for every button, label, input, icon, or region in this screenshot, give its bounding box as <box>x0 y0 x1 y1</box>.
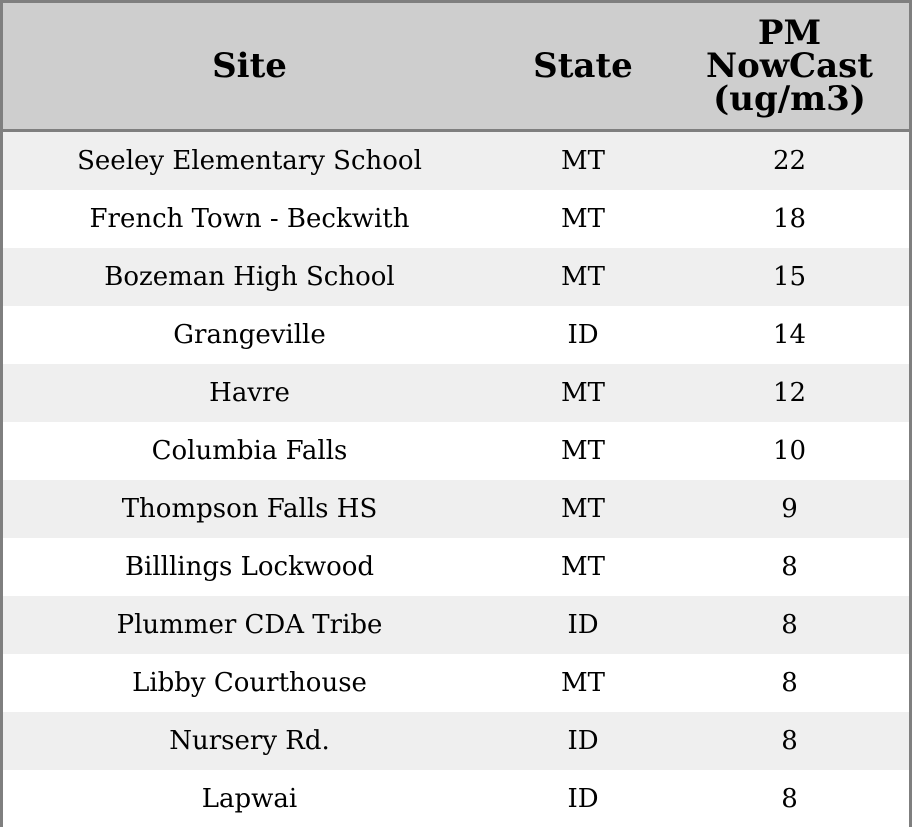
cell-pm-value: 10 <box>772 436 807 466</box>
table-row <box>3 480 909 538</box>
cell-site: Libby Courthouse <box>132 668 367 698</box>
table-body <box>3 132 909 828</box>
cell-pm-value: 8 <box>781 726 798 756</box>
header-site[interactable]: Site <box>212 45 287 86</box>
table-row <box>3 248 909 306</box>
cell-state: ID <box>567 784 599 814</box>
cell-pm-value: 22 <box>772 146 807 176</box>
cell-site: French Town - Beckwith <box>89 204 410 234</box>
cell-site: Billlings Lockwood <box>124 552 375 582</box>
cell-state: MT <box>561 668 605 698</box>
table-row <box>3 596 909 654</box>
cell-pm-value: 18 <box>772 204 807 234</box>
cell-pm-value: 8 <box>781 610 798 640</box>
cell-pm-value: 8 <box>781 784 798 814</box>
table-row <box>3 770 909 828</box>
cell-state: MT <box>561 146 605 176</box>
cell-site: Bozeman High School <box>104 262 395 292</box>
table-row <box>3 364 909 422</box>
table-row <box>3 538 909 596</box>
cell-site: Columbia Falls <box>151 436 348 466</box>
header-pm-nowcast[interactable]: PM NowCast (ug/m3) <box>706 12 873 119</box>
cell-state: ID <box>567 610 599 640</box>
cell-site: Seeley Elementary School <box>77 146 422 176</box>
table-row <box>3 654 909 712</box>
cell-site: Nursery Rd. <box>169 726 330 756</box>
cell-pm-value: 9 <box>781 494 798 524</box>
cell-state: ID <box>567 320 599 350</box>
cell-state: MT <box>561 262 605 292</box>
cell-site: Lapwai <box>201 784 298 814</box>
cell-pm-value: 12 <box>772 378 807 408</box>
cell-site: Plummer CDA Tribe <box>116 610 383 640</box>
cell-pm-value: 14 <box>772 320 807 350</box>
table-row <box>3 132 909 190</box>
table-row <box>3 306 909 364</box>
cell-site: Thompson Falls HS <box>121 494 378 524</box>
cell-state: MT <box>561 378 605 408</box>
cell-site: Grangeville <box>173 320 326 350</box>
cell-site: Havre <box>209 378 290 408</box>
cell-pm-value: 8 <box>781 668 798 698</box>
table-row <box>3 190 909 248</box>
cell-state: MT <box>561 436 605 466</box>
cell-state: ID <box>567 726 599 756</box>
cell-pm-value: 15 <box>772 262 807 292</box>
header-state[interactable]: State <box>533 45 633 86</box>
cell-pm-value: 8 <box>781 552 798 582</box>
cell-state: MT <box>561 494 605 524</box>
table-header-row <box>3 3 909 132</box>
table-row <box>3 422 909 480</box>
cell-state: MT <box>561 204 605 234</box>
table-row <box>3 712 909 770</box>
cell-state: MT <box>561 552 605 582</box>
